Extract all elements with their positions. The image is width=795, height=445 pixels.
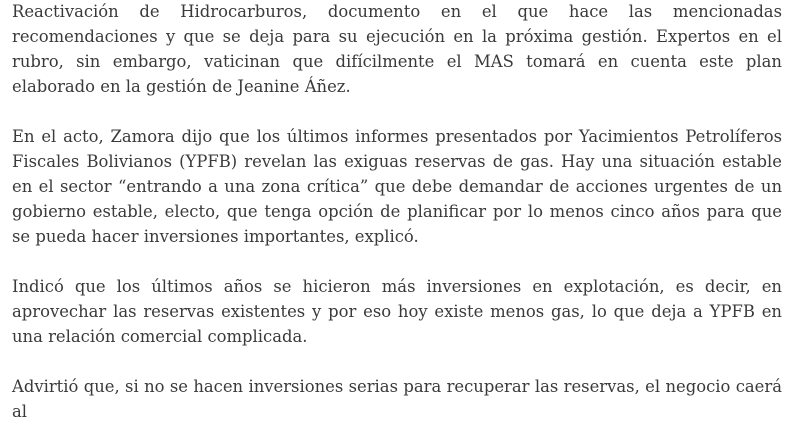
paragraph: En el acto, Zamora dijo que los últimos informes presentados por Yacimientos Petrolíferos Fiscales Bolivianos (YPFB) revelan las exiguas reservas de gas. Hay una situación estable en el sector “entrando a una zona crítica” que debe demandar de acciones urgentes de un gobierno estable, electo, que tenga opción de planificar por lo menos cinco años para que se pueda hacer inversiones importantes, explicó.	[12, 127, 782, 246]
article-body	[12, 0, 782, 424]
paragraph: Indicó que los últimos años se hicieron más inversiones en explotación, es decir, en aprovechar las reservas existentes y por eso hoy existe menos gas, lo que deja a YPFB en una relación comercial complicada.	[12, 277, 782, 346]
paragraph: Reactivación de Hidrocarburos, documento en el que hace las mencionadas recomendaciones y que se deja para su ejecución en la próxima gestión. Expertos en el rubro, sin embargo, vaticinan que difícilmente el MAS tomará en cuenta este plan elaborado en la gestión de Jeanine Áñez.	[12, 2, 782, 96]
paragraph: Advirtió que, si no se hacen inversiones serias para recuperar las reservas, el negocio caerá al	[12, 377, 782, 421]
